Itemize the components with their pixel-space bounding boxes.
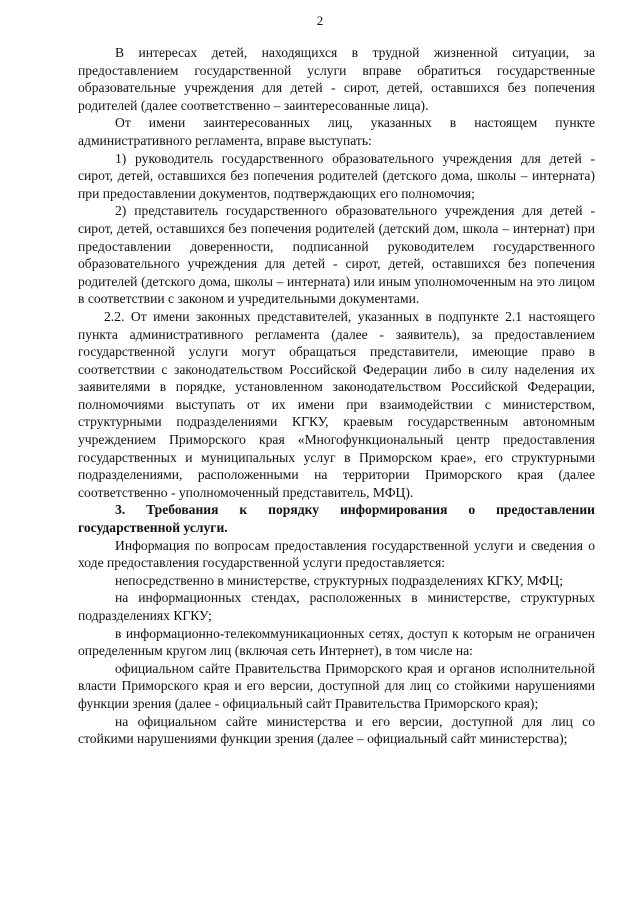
paragraph-clause-2-2: 2.2. От имени законных представителей, указанных в подпункте 2.1 настоящего пункта административного регламента (далее - заявитель), за предоставлением государственной услуги могут обращаться представители, имеющие право в соответствии с законодательством Российской Федерации либо в силу наделения их заявителями в порядке, установленном законодательством Российской Федерации, полномочиями выступать от их имени при взаимодействии с министерством, структурными подразделениями КГКУ, краевым государственным автономным учреждением Приморского края «Многофункциональный центр предоставления государственных и муниципальных услуг в Приморском крае», его структурными подразделениями, расположенными на территории Приморского края (далее соответственно - уполномоченный представитель, МФЦ).: [78, 308, 595, 500]
paragraph-information-provided: Информация по вопросам предоставления государственной услуги и сведения о ходе предоставления государственной услуги предоставляется:: [78, 537, 595, 571]
paragraph-telecom-networks: в информационно-телекоммуникационных сетях, доступ к которым не ограничен определенным кругом лиц (включая сеть Интернет), в том числе на:: [78, 625, 595, 659]
paragraph-ministry-site: на официальном сайте министерства и его версии, доступной для лиц со стойкими нарушениями функции зрения (далее – официальный сайт министерства);: [78, 713, 595, 747]
paragraph-government-site: официальном сайте Правительства Приморского края и органов исполнительной власти Приморского края и его версии, доступной для лиц со стойкими нарушениями функции зрения (далее - официальный сайт Правительства Приморского края);: [78, 660, 595, 711]
paragraph-information-stands: на информационных стендах, расположенных в министерстве, структурных подразделениях КГКУ;: [78, 590, 595, 623]
paragraph-item-2-representative: 2) представитель государственного образовательного учреждения для детей - сирот, детей, оставшихся без попечения родителей (детский дом, школа – интернат) при предоставлении доверенности, подписанной руководителем государственного образовательного учреждения для детей - сирот, детей, оставшихся без попечения родителей (детского дома, школы – интерната) или иным уполномоченным на это лицом в соответствии с законом и учредительными документами.: [78, 203, 595, 307]
document-body: [78, 44, 595, 748]
paragraph-on-behalf-of-interested: От имени заинтересованных лиц, указанных в настоящем пункте административного регламента, вправе выступать:: [78, 115, 595, 148]
paragraph-item-1-director: 1) руководитель государственного образовательного учреждения для детей - сирот, детей, оставшихся без попечения родителей (детского дома, школы – интерната) при предоставлении документов, подтверждающих его полномочия;: [78, 150, 595, 201]
section-heading-3: 3. Требования к порядку информирования о предоставлении государственной услуги.: [78, 502, 595, 536]
page-number: 2: [316, 13, 324, 28]
paragraph-directly-in-ministry: непосредственно в министерстве, структурных подразделениях КГКУ, МФЦ;: [115, 572, 564, 588]
paragraph-interests-of-children: В интересах детей, находящихся в трудной жизненной ситуации, за предоставлением государственной услуги вправе обратиться государственные образовательные учреждения для детей - сирот, детей, оставшихся без попечения родителей (далее соответственно – заинтересованные лица).: [78, 45, 595, 113]
